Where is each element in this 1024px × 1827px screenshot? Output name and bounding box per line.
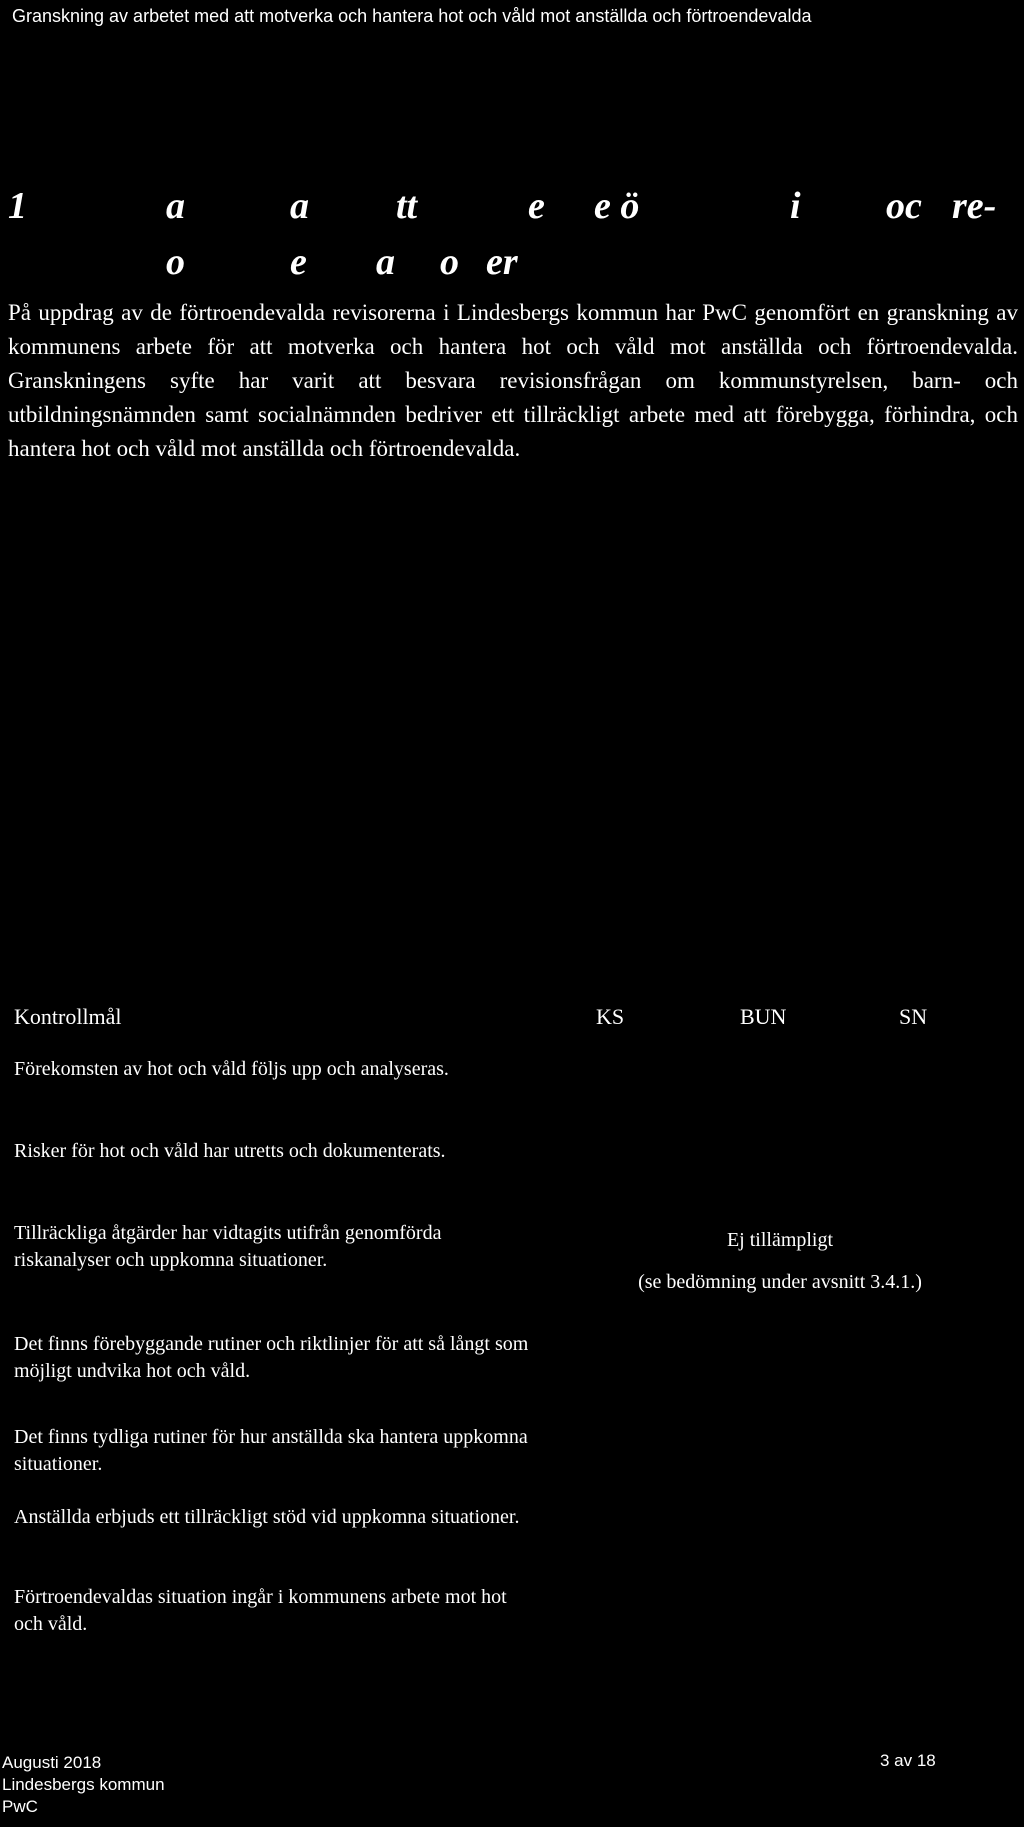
heading-fragment: e <box>528 185 545 227</box>
footer-organization: Lindesbergs kommun <box>2 1775 165 1794</box>
heading-fragment: tt <box>396 185 418 227</box>
table-row: Tillräckliga åtgärder har vidtagits utifrån genomförda riskanalyser och uppkomna situationer. <box>14 1222 442 1271</box>
heading-fragment: e <box>290 241 307 283</box>
table-row: Risker för hot och våld har utretts och dokumenterats. <box>14 1140 446 1162</box>
page-number: 3 av 18 <box>880 1751 936 1770</box>
column-header-bun: BUN <box>740 1004 787 1029</box>
not-applicable-label: Ej tillämpligt <box>726 1229 834 1251</box>
column-header-ks: KS <box>596 1004 625 1029</box>
footer-date: Augusti 2018 <box>2 1753 102 1772</box>
intro-paragraph: På uppdrag av de förtroendevalda revisorerna i Lindesbergs kommun har PwC genomfört en granskning av kommunens arbete för att motverka och hantera hot och våld mot anställda och förtroendevalda. Granskningens syfte har varit att besvara revisionsfrågan om kommunstyrelsen, barn- och utbildningsnämnden samt socialnämnden bedriver ett tillräckligt arbete med att förebygga, förhindra, och hantera hot och våld mot anställda och förtroendevalda. <box>8 300 1018 461</box>
table-row: Det finns tydliga rutiner för hur anställda ska hantera uppkomna situationer. <box>14 1426 528 1475</box>
table-row: Förekomsten av hot och våld följs upp och analyseras. <box>14 1058 449 1080</box>
heading-fragment: er <box>486 241 518 283</box>
column-header-kontrollmal: Kontrollmål <box>14 1004 122 1029</box>
table-row: Det finns förebyggande rutiner och riktlinjer för att så långt som möjligt undvika hot och våld. <box>14 1333 529 1382</box>
running-header: Granskning av arbetet med att motverka och hantera hot och våld mot anställda och förtroendevalda <box>12 6 812 26</box>
table-row: Förtroendevaldas situation ingår i kommunens arbete mot hot och våld. <box>14 1586 507 1635</box>
not-applicable-note: (se bedömning under avsnitt 3.4.1.) <box>638 1271 922 1293</box>
section-number: 1 <box>8 185 27 227</box>
heading-fragment: o <box>440 241 459 283</box>
heading-fragment: o <box>166 241 185 283</box>
heading-fragment: oc <box>886 185 922 227</box>
heading-fragment: a <box>376 241 395 283</box>
column-header-sn: SN <box>899 1004 928 1029</box>
footer-firm: PwC <box>2 1797 38 1816</box>
heading-fragment: a <box>166 185 185 227</box>
heading-fragment: a <box>290 185 309 227</box>
heading-fragment: re- <box>952 185 997 227</box>
heading-fragment: i <box>790 185 801 227</box>
heading-fragment: e ö <box>594 185 640 227</box>
table-row: Anställda erbjuds ett tillräckligt stöd vid uppkomna situationer. <box>14 1506 520 1528</box>
